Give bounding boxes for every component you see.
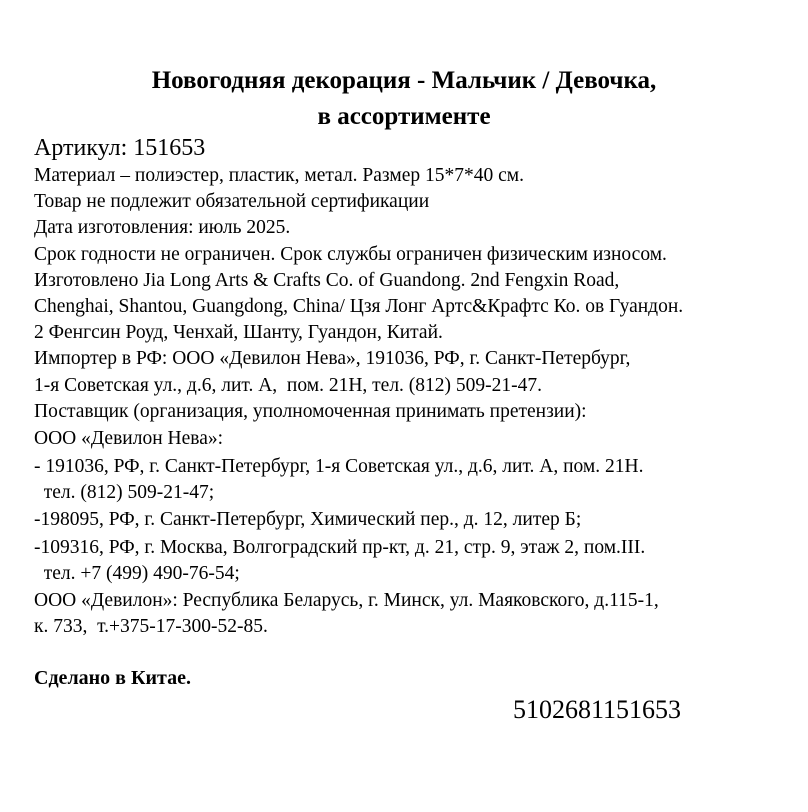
belarus-supplier-line-2: к. 733, т.+375-17-300-52-85.	[34, 616, 268, 637]
material-line: Материал – полиэстер, пластик, метал. Размер 15*7*40 см.	[34, 165, 524, 186]
manufacturer-line-2: Chenghai, Shantou, Guangdong, China/ Цзя Лонг Артс&Крафтс Ко. ов Гуандон.	[34, 296, 684, 317]
supplier-address-1: - 191036, РФ, г. Санкт-Петербург, 1-я Советская ул., д.6, лит. А, пом. 21Н.	[34, 456, 644, 477]
supplier-address-3: -109316, РФ, г. Москва, Волгоградский пр-кт, д. 21, стр. 9, этаж 2, пом.III.	[34, 537, 646, 558]
product-title-line-1: Новогодняя декорация - Мальчик / Девочка,	[151, 67, 657, 94]
barcode-number: 5102681151653	[513, 695, 682, 724]
supplier-phone-3: тел. +7 (499) 490-76-54;	[34, 563, 240, 584]
manufacture-date-line: Дата изготовления: июль 2025.	[34, 217, 291, 238]
article-number: Артикул: 151653	[34, 135, 206, 161]
supplier-heading: Поставщик (организация, уполномоченная принимать претензии):	[34, 401, 587, 422]
product-title-line-2: в ассортименте	[317, 103, 491, 130]
belarus-supplier-line-1: ООО «Девилон»: Республика Беларусь, г. Минск, ул. Маяковского, д.115-1,	[34, 590, 659, 611]
shelf-life-line: Срок годности не ограничен. Срок службы ограничен физическим износом.	[34, 244, 667, 265]
supplier-company: ООО «Девилон Нева»:	[34, 428, 224, 449]
manufacturer-line-1: Изготовлено Jia Long Arts & Crafts Co. of Guandong. 2nd Fengxin Road,	[34, 270, 620, 291]
country-of-origin: Сделано в Китае.	[34, 667, 191, 689]
supplier-address-2: -198095, РФ, г. Санкт-Петербург, Химический пер., д. 12, литер Б;	[34, 509, 582, 530]
certification-line: Товар не подлежит обязательной сертификации	[34, 191, 430, 212]
importer-line-2: 1-я Советская ул., д.6, лит. А, пом. 21Н, тел. (812) 509-21-47.	[34, 375, 543, 396]
importer-line-1: Импортер в РФ: ООО «Девилон Нева», 191036, РФ, г. Санкт-Петербург,	[34, 348, 631, 369]
manufacturer-line-3: 2 Фенгсин Роуд, Ченхай, Шанту, Гуандон, Китай.	[34, 322, 443, 343]
supplier-phone-1: тел. (812) 509-21-47;	[34, 482, 215, 503]
